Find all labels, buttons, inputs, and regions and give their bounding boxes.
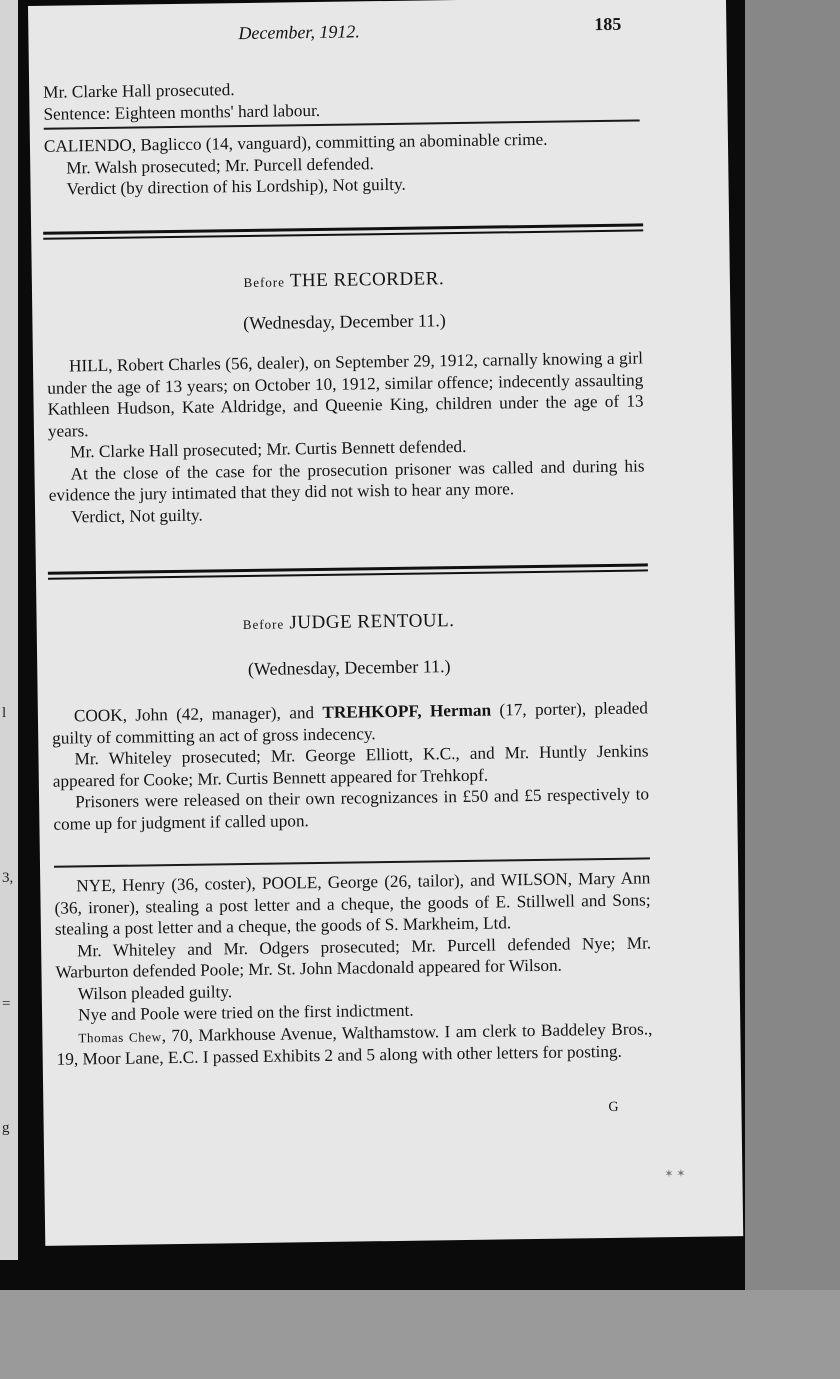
verdict-line: Verdict (by direction of his Lordship), Not guilty. (66, 174, 406, 199)
case-cook (52, 697, 650, 834)
margin-fragment: = (2, 996, 11, 1012)
counsel-line: Mr. Whiteley prosecuted; Mr. George Elliott, K.C., and Mr. Huntly Jenkins appeared for Cooke; Mr. Curtis Bennett appeared for Trehkopf. (52, 741, 649, 791)
sitting-date: (Wednesday, December 11.) (247, 656, 451, 679)
judge-name: THE RECORDER. (289, 268, 445, 292)
background-bottom (0, 1290, 840, 1379)
defendant-name: CALIENDO, Baglicco (43, 134, 202, 156)
charge-text: (17, porter), pleaded guilty of committing an act of gross indecency. (52, 698, 649, 748)
case-caliendo (44, 127, 641, 200)
defendant-name: POOLE, George (261, 872, 379, 893)
counsel-line: Mr. Whiteley and Mr. Odgers prosecuted; Mr. Purcell defended Nye; Mr. Warburton defended Poole; Mr. St. John Macdonald appeared for Wilson. (55, 932, 652, 982)
prosecutor-line: Mr. Clarke Hall prosecuted. (43, 80, 235, 102)
document-page (28, 0, 743, 1246)
defendant-name: COOK, John (73, 705, 168, 726)
background-right (730, 0, 840, 1379)
counsel-line: Mr. Clarke Hall prosecuted; Mr. Curtis Bennett defended. (70, 436, 467, 462)
section-heading-recorder (46, 265, 642, 295)
section-heading-rentoul (51, 607, 647, 637)
margin-fragment: 3, (2, 870, 14, 886)
adjacent-page-edge (0, 0, 18, 1260)
double-rule (43, 223, 643, 239)
trial-line: Nye and Poole were tried on the first indictment. (77, 1000, 414, 1025)
margin-fragment: g (2, 1120, 10, 1136)
defendant-name: NYE, Henry (76, 875, 166, 896)
page-number: 185 (594, 13, 622, 35)
before-label: Before (243, 274, 286, 291)
charge-text: (56, dealer), on September 29, 1912, carnally knowing a girl under the age of 13 years; on October 10, 1912, similar offence; indecently assaulting Kathleen Hudson, Kate Aldridge, and Queenie King, children under the age of 13 years. (47, 348, 644, 441)
before-label: Before (242, 616, 285, 633)
connector-text: (42, manager), and (167, 702, 323, 725)
charge-text: (36, ironer), stealing a post letter and a cheque, the goods of E. Stillwell and Sons; stealing a post letter and a cheque, the goods of S. Markheim, Ltd. (54, 889, 651, 939)
judge-name: JUDGE RENTOUL. (289, 610, 455, 634)
case-nye (54, 867, 653, 1070)
description-text: (26, tailor), and (377, 870, 501, 892)
signature-mark: G (608, 1099, 619, 1116)
counsel-line: Mr. Walsh prosecuted; Mr. Purcell defended. (66, 153, 374, 177)
sentence-line: Sentence: Eighteen months' hard labour. (43, 100, 321, 124)
charge-text: (14, vanguard), committing an abominable crime. (201, 129, 548, 154)
defendant-name: TREHKOPF, Herman (322, 700, 492, 722)
description-text: (36, coster), (164, 873, 263, 895)
case-hill (47, 347, 645, 527)
sitting-date: (Wednesday, December 11.) (242, 310, 446, 334)
proceedings-note: At the close of the case for the prosecution prisoner was called and during his evidence the jury intimated that they did not wish to hear any more. (48, 455, 645, 505)
witness-testimony: , 70, Markhouse Avenue, Walthamstow. I am clerk to Baddeley Bros., 19, Moor Lane, E.C. I passed Exhibits 2 and 5 along with other letters for posting. (56, 1018, 653, 1069)
defendant-name: WILSON, Mary Ann (500, 868, 651, 890)
plea-line: Wilson pleaded guilty. (77, 981, 233, 1003)
witness-name: Thomas Chew (78, 1028, 162, 1045)
rule (54, 857, 650, 867)
faint-stamp: ✶ ✶ (664, 1167, 686, 1181)
previous-case-tail (43, 73, 640, 124)
outcome-line: Prisoners were released on their own recognizances in £50 and £5 respectively to come up for judgment if called upon. (53, 784, 650, 834)
margin-fragment: l (2, 705, 7, 721)
running-title: December, 1912. (238, 21, 360, 44)
double-rule (48, 563, 648, 579)
defendant-name: HILL, Robert Charles (68, 354, 221, 376)
verdict-line: Verdict, Not guilty. (70, 505, 203, 526)
